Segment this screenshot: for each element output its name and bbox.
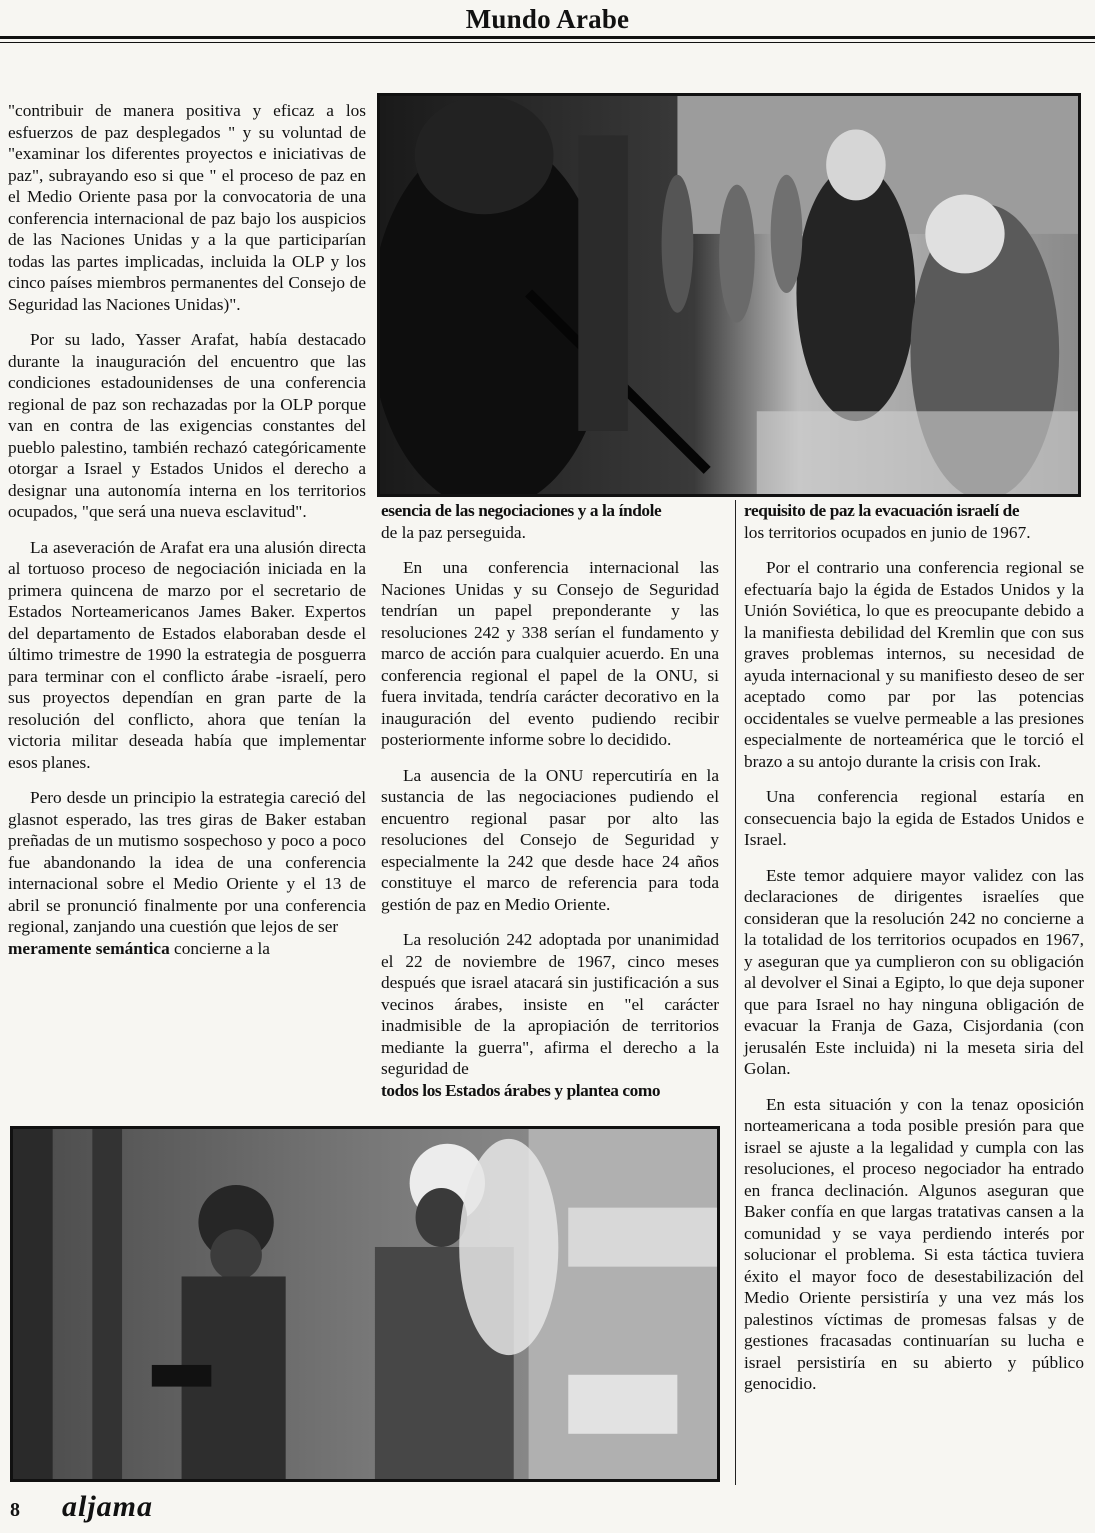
section-title: Mundo Arabe [465,4,630,34]
publication-logo: aljama [62,1490,154,1523]
photo-soldier-and-woman [10,1126,720,1482]
column-2 [381,500,719,1115]
bold-phrase: requisito de paz la evacuación israelí de [744,501,1020,520]
photo-soldier-and-crowd [377,93,1081,497]
paragraph: En esta situación y con la tenaz oposición norteamericana a toda posible presión para que israel se ajuste a la legalidad y cumpla con las resoluciones, el proceso negociador ha entrado en franca declinación. Algunos aseguran que Baker confía en que largas tratativas cansen a la comunidad y se vaya perdiendo interés por solucionar el problema. Si esta táctica tuviera éxito el mayor foco de desestabilización del Medio Oriente persistiría y una vez más los palestinos víctimas de promesas falsas y de gestiones fracasadas continuarían su lucha e israel persistiría en su abierto y público genocidio. [744,1094,1084,1393]
paragraph: Por su lado, Yasser Arafat, había destacado durante la inauguración del encuentro que las condiciones estadounidenses de una conferencia regional de paz son rechazadas por la OLP porque van en contra de las exigencias constantes del pueblo palestino, también rechazó categóricamente otorgar a Israel y Estados Unidos el derecho a designar una autonomía interna en los territorios ocupados, "que será una nueva esclavitud". [8,330,366,521]
header-rule-thick [0,36,1095,39]
paragraph: "contribuir de manera positiva y eficaz a los esfuerzos de paz desplegados " y su voluntad de "examinar los diferentes proyectos e iniciativas de paz", subrayando eso si que " el proceso de paz en el Medio Oriente pasa por la convocatoria de una conferencia internacional de paz bajo los auspicios de las Naciones Unidas y a la que participarían todas las partes implicadas, incluida la OLP y los cinco países miembros permanentes del Consejo de Seguridad las Naciones Unidas)". [8,101,366,314]
text-run: concierne a la [169,938,270,958]
paragraph-continuation [744,500,1084,543]
paragraph: Pero desde un principio la estrategia careció del glasnot esperado, las tres giras de Baker estaban preñadas de un mutismo sospechoso y poco a poco fue abandonando la idea de una conferencia internacional sobre el Medio Oriente y el 13 de abril se pronunció finalmente por una conferencia regional, zanjando una cuestión que lejos de ser [8,788,366,936]
paragraph: La ausencia de la ONU repercutiría en la sustancia de las negociaciones pudiendo el encuentro regional pasar por alto las resoluciones del Consejo de Seguridad y especialmente la 242 que desde hace 24 años constituye el marco de referencia para toda gestión de paz en Medio Oriente. [381,765,719,914]
paragraph-continuation [381,1080,719,1102]
paragraph: La aseveración de Arafat era una alusión directa al tortuoso proceso de negociación iniciada en la primera quincena de marzo por el secretario de Estados Norteamericanos James Baker. Expertos del departamento de Estados elaboraban desde el último trimestre de 1990 la estrategia de posguerra para terminar con el conflicto árabe -israelí, pero sus proyectos dependían en gran parte de la resolución del conflicto, ahora que tenían la victoria militar deseada había que implementar esos planes. [8,537,366,772]
column-1 [8,100,366,973]
paragraph: Una conferencia regional estaría en consecuencia bajo la egida de Estados Unidos e Israel. [744,787,1084,849]
header-rule-thin [0,42,1095,43]
paragraph: La resolución 242 adoptada por unanimidad el 22 de noviembre de 1967, cinco meses después que israel atacará sin justificación a sus vecinos árabes, insiste en "el carácter inadmisible de la apropiación de territorios mediante la guerra", afirma el derecho a la seguridad de [381,930,719,1078]
photo-image [13,1129,717,1479]
paragraph-continuation [8,938,366,960]
bold-phrase: todos los Estados árabes y plantea como [381,1080,661,1100]
photo-image [380,96,1078,494]
text-run: los territorios ocupados en junio de 1967. [744,522,1031,542]
paragraph-continuation [381,500,719,543]
text-run: de la paz perseguida. [381,522,526,542]
column-3 [744,500,1084,1409]
page-number: 8 [10,1499,20,1521]
column-divider [735,500,736,1485]
bold-phrase: esencia de las negociaciones y a la índole [381,501,662,520]
paragraph: Este temor adquiere mayor validez con las declaraciones de dirigentes israelíes que consideran que la resolución 242 no concierne a la totalidad de los territorios ocupados en 1967, y aseguran que ya cumplieron con su obligación al devolver el Sinai a Egipto, lo que deja suponer que para Israel no hay ninguna obligación de evacuar la Franja de Gaza, Cisjordania (con jerusalén Este incluida) ni la meseta siria del Golan. [744,865,1084,1078]
bold-phrase: meramente semántica [8,938,170,958]
paragraph: Por el contrario una conferencia regional se efectuaría bajo la égida de Estados Unidos y la Unión Soviética, lo que es preocupante debido a la manifiesta debilidad del Kremlin que con sus graves problemas internos, su necesidad de ayuda internacional y su manifiesto deseo de ser aceptado como par por las potencias occidentales se vuelve permeable a las presiones especialmente de norteamérica que le torció el brazo a su antojo durante la crisis con Irak. [744,558,1084,771]
paragraph: En una conferencia internacional las Naciones Unidas y su Consejo de Seguridad tendrían un papel preponderante y las resoluciones 242 y 338 serían el fundamento y marco de acción para cualquier acuerdo. En una conferencia regional el papel de la ONU, si fuera invitada, tendría carácter decorativo en la inauguración del evento pudiendo recibir posteriormente informe sobre lo decidido. [381,558,719,749]
